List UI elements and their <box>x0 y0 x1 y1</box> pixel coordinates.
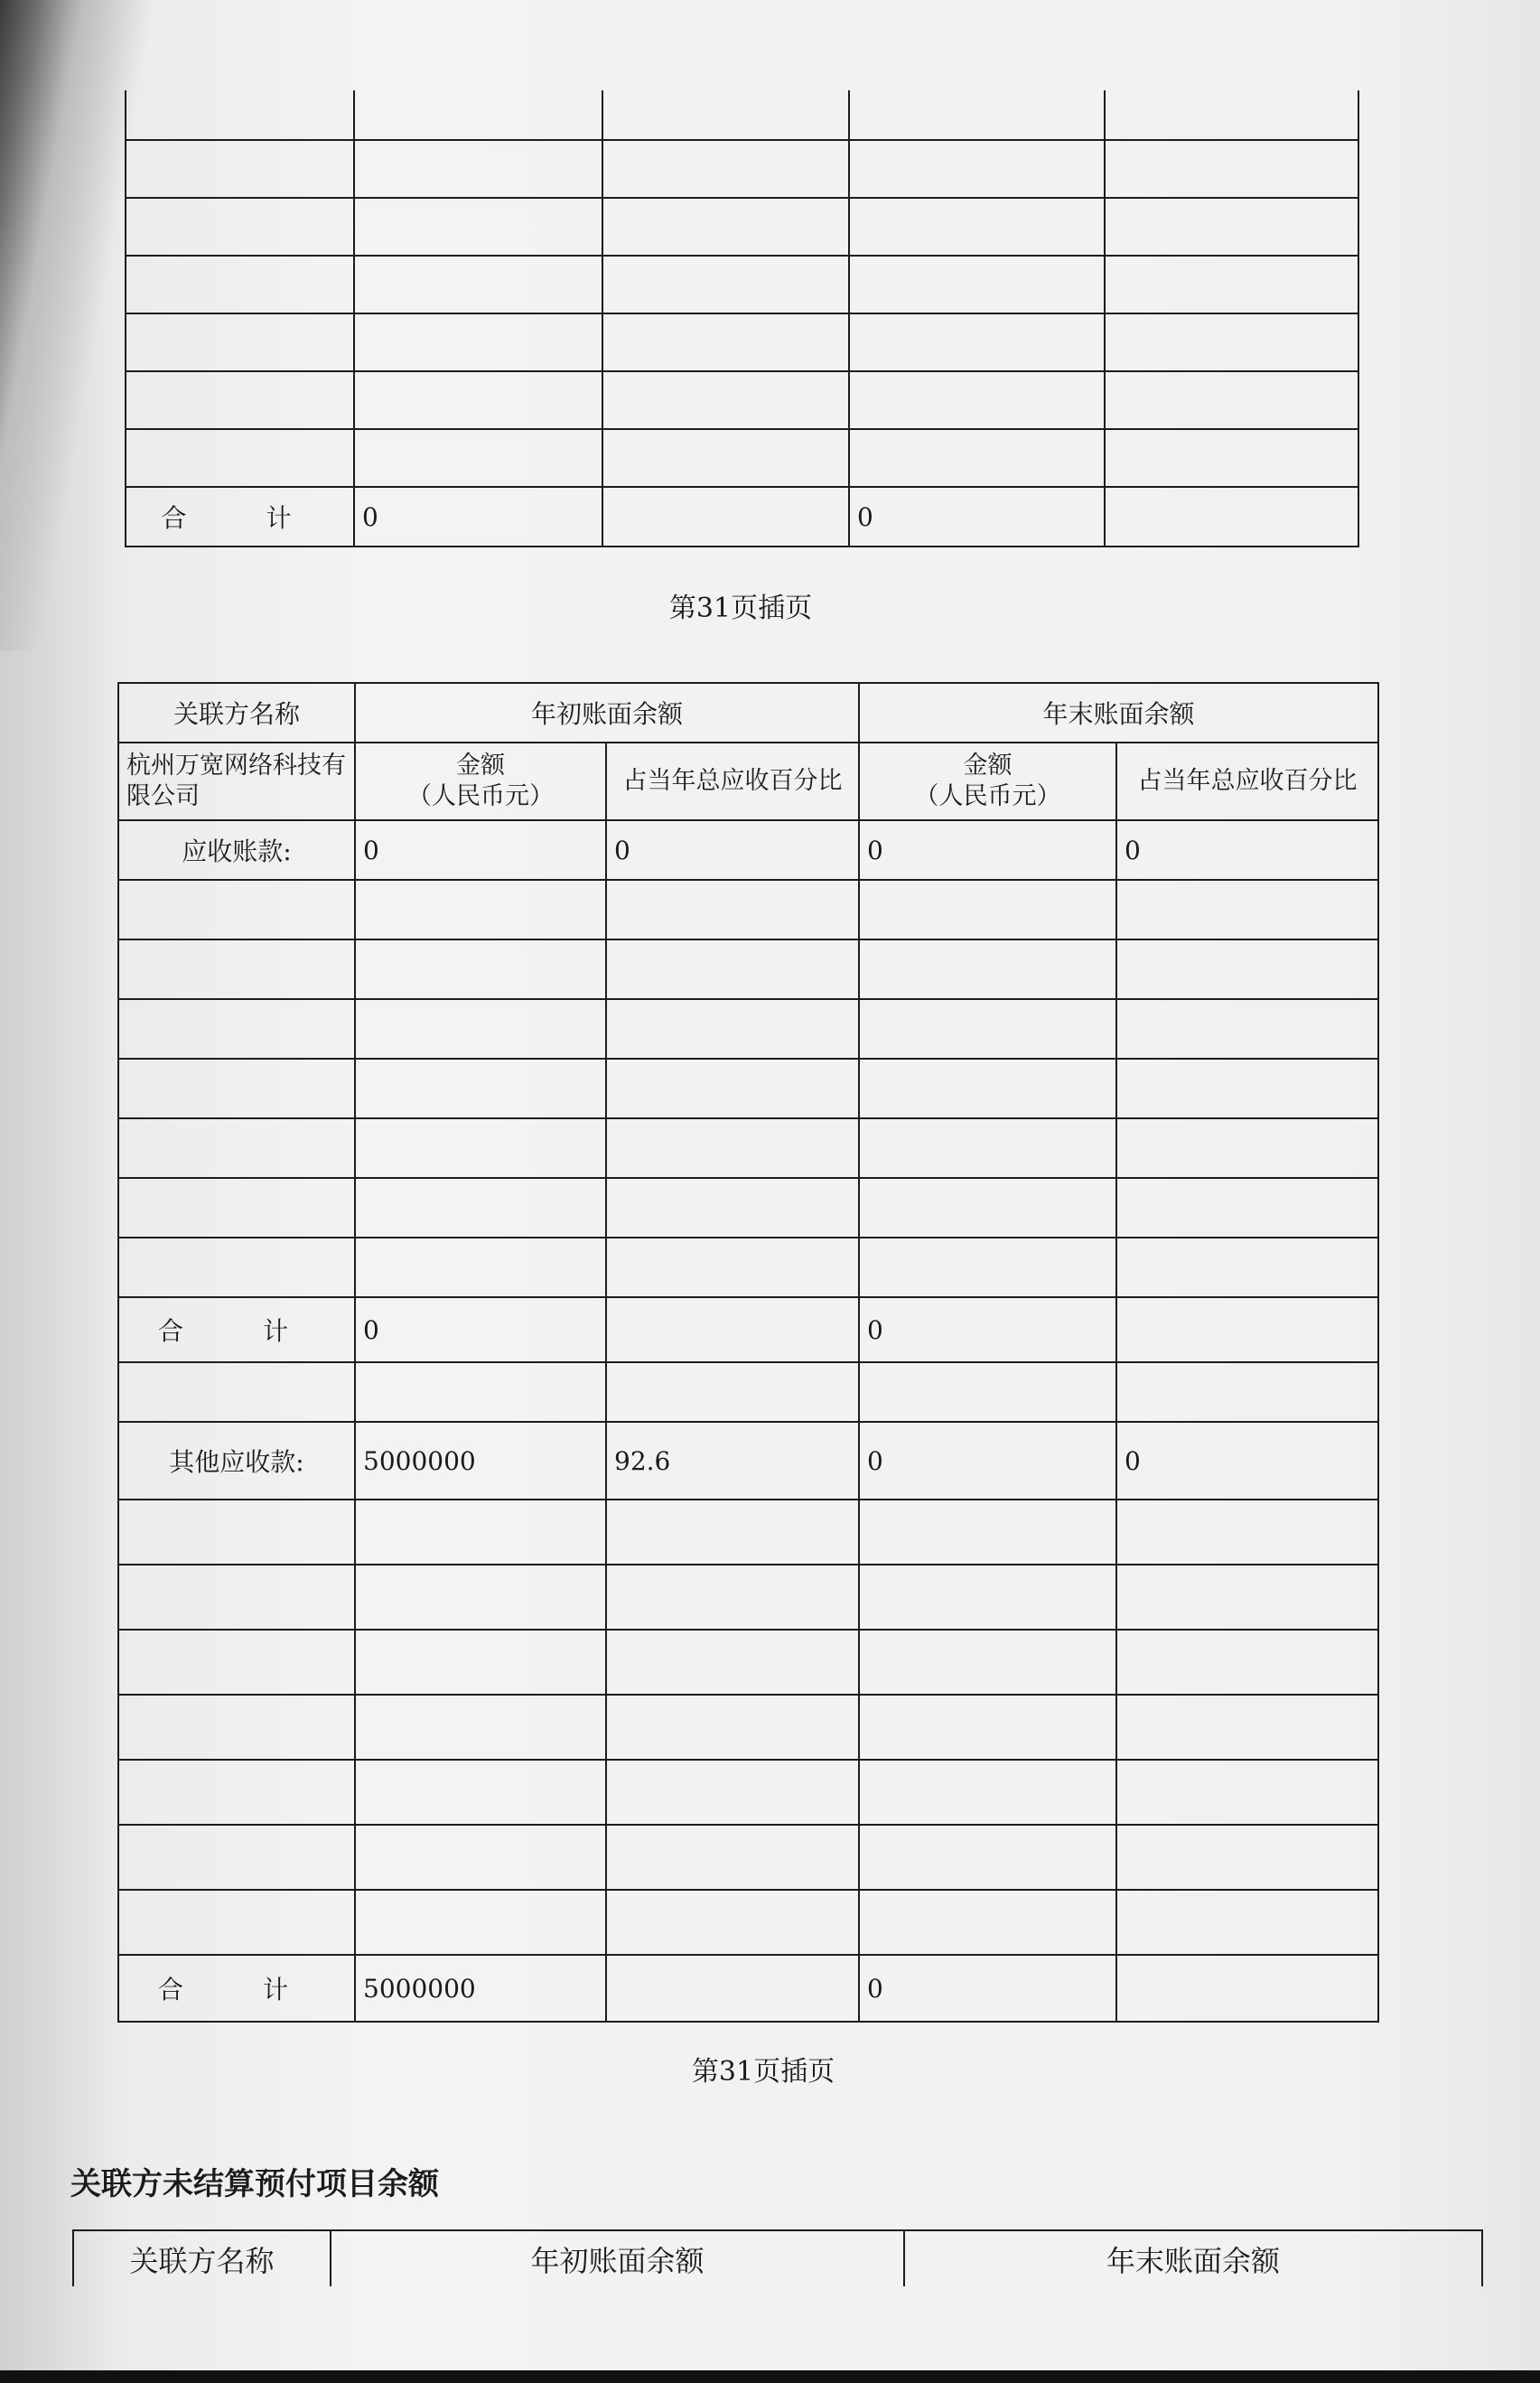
begin-percent-header: 占当年总应收百分比 <box>606 743 859 820</box>
amount-label: 金额 <box>963 752 1013 780</box>
receivable-row <box>118 820 1378 880</box>
total-begin-amount: 0 <box>354 487 602 547</box>
receivable-total-row <box>118 1297 1378 1362</box>
receivable-label: 应收账款: <box>118 820 355 880</box>
other-total-label: 合 计 <box>118 1955 355 2022</box>
other-total-end: 0 <box>859 1955 1116 2022</box>
other-receivable-row <box>118 1422 1378 1500</box>
table-row <box>126 371 1358 429</box>
begin-amount-header <box>355 743 606 820</box>
page-insert-caption: 第31页插页 <box>668 593 813 624</box>
table-row <box>118 1178 1378 1238</box>
table-row <box>126 256 1358 313</box>
table-row <box>118 1890 1378 1955</box>
table-row <box>118 1760 1378 1825</box>
table-row <box>126 140 1358 198</box>
receivable-total-end: 0 <box>859 1297 1116 1362</box>
total-row <box>126 487 1358 547</box>
receivable-begin-percent: 0 <box>606 820 859 880</box>
ending-balance-header: 年末账面余额 <box>859 683 1378 743</box>
receivable-total-begin: 0 <box>355 1297 606 1362</box>
table-row <box>118 939 1378 999</box>
table-row <box>126 198 1358 256</box>
subheader-row <box>118 743 1378 820</box>
end-percent-header: 占当年总应收百分比 <box>1116 743 1378 820</box>
table-row <box>126 90 1358 140</box>
table-row <box>126 429 1358 487</box>
table-row <box>118 999 1378 1059</box>
receivables-table-continued <box>125 90 1359 547</box>
table-row <box>118 1695 1378 1760</box>
other-begin-amount: 5000000 <box>355 1422 606 1500</box>
total-label: 合 计 <box>126 487 354 547</box>
receivable-begin-amount: 0 <box>355 820 606 880</box>
page-bottom-edge <box>0 2370 1540 2383</box>
beginning-balance-header: 年初账面余额 <box>331 2230 904 2286</box>
related-party-name-header: 关联方名称 <box>73 2230 331 2286</box>
other-end-percent: 0 <box>1116 1422 1378 1500</box>
currency-label: （人民币元） <box>407 782 554 810</box>
receivable-end-amount: 0 <box>859 820 1116 880</box>
header-row <box>73 2230 1482 2286</box>
receivable-total-label: 合 计 <box>118 1297 355 1362</box>
table-row <box>118 1118 1378 1178</box>
related-party-name-header: 关联方名称 <box>118 683 355 743</box>
other-receivable-total-row <box>118 1955 1378 2022</box>
other-receivable-label: 其他应收款: <box>118 1422 355 1500</box>
header-row <box>118 683 1378 743</box>
other-end-amount: 0 <box>859 1422 1116 1500</box>
receivable-end-percent: 0 <box>1116 820 1378 880</box>
table-row <box>118 1238 1378 1297</box>
table-row <box>118 1500 1378 1565</box>
amount-label: 金额 <box>456 752 505 780</box>
table-row <box>118 1565 1378 1630</box>
end-amount-header <box>859 743 1116 820</box>
company-name: 杭州万宽网络科技有限公司 <box>118 743 355 820</box>
table-row <box>118 1630 1378 1695</box>
table-row <box>118 1362 1378 1422</box>
related-party-receivables-table <box>117 682 1379 2023</box>
other-total-begin: 5000000 <box>355 1955 606 2022</box>
table-row <box>118 1059 1378 1118</box>
table-row <box>118 880 1378 939</box>
section-title: 关联方未结算预付项目余额 <box>70 2166 439 2202</box>
currency-label: （人民币元） <box>914 782 1061 810</box>
prepayment-balance-table <box>72 2229 1483 2286</box>
total-end-amount: 0 <box>849 487 1105 547</box>
ending-balance-header: 年末账面余额 <box>904 2230 1482 2286</box>
other-begin-percent: 92.6 <box>606 1422 859 1500</box>
beginning-balance-header: 年初账面余额 <box>355 683 859 743</box>
table-row <box>126 313 1358 371</box>
page-insert-caption: 第31页插页 <box>691 2056 835 2088</box>
table-row <box>118 1825 1378 1890</box>
